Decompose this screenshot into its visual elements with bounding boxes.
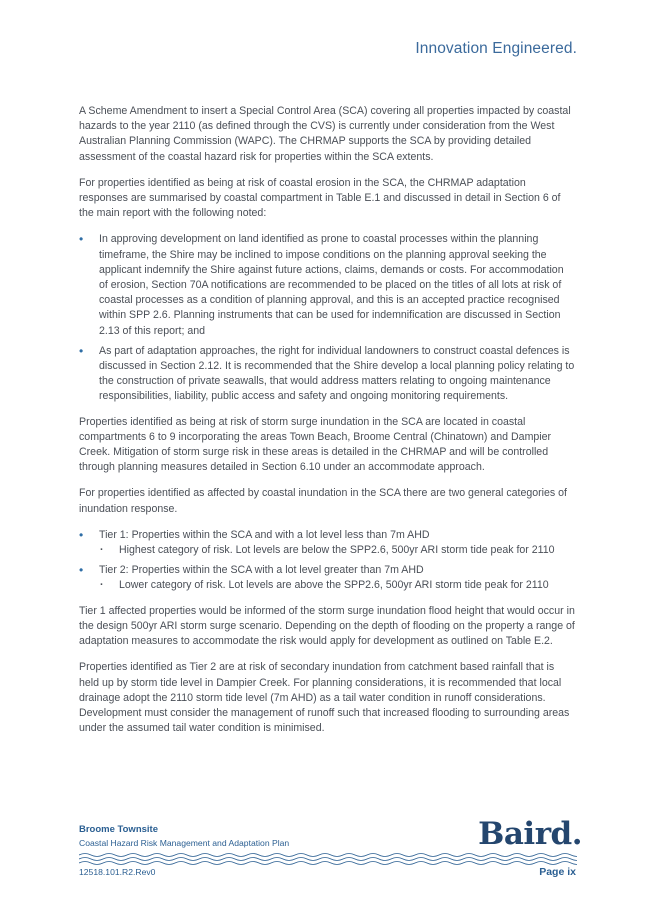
- list-item: • In approving development on land identified as prone to coastal processes within the planning timeframe, the Shire may be inclined to impose conditions on the planning approval seeking the applicant indemnify the Shire against future actions, claims, demands or costs. For accommodation of erosion, Section 70A notifications are recommended to be placed on the titles of all lots at risk of coastal processes as a condition of planning approval, and this is an accepted practice recognised within SPP 2.6. Planning instruments that can be used for indemnification are discussed in Section 2.13 of this report; and: [79, 232, 575, 338]
- paragraph-inundation-categories: For properties identified as affected by coastal inundation in the SCA there are two general categories of inundation response.: [79, 487, 567, 515]
- paragraph-tier2-drainage: Properties identified as Tier 2 are at risk of secondary inundation from catchment based rainfall that is held up by storm tide level in Dampier Creek. For planning considerations, it is recommended that local drainage adopt the 2110 storm tide level (7m AHD) as a tail water condition in runoff considerations. Development must consider the management of runoff such that increased flooding to surrounding areas under the assumed tail water condition is minimised.: [79, 661, 570, 735]
- paragraph-sca-amendment: A Scheme Amendment to insert a Special Control Area (SCA) covering all properties impacted by coastal hazards to the year 2110 (as defined through the CVS) is currently under consideration from the West Australian Planning Commission (WAPC). The CHRMAP supports the SCA by providing detailed assessment of the coastal hazard risk for properties within the SCA extents.: [79, 105, 571, 163]
- paragraph-storm-surge: Properties identified as being at risk of storm surge inundation in the SCA are located in coastal compartments 6 to 9 incorporating the areas Town Beach, Broome Central (Chinatown) and Dampier Creek. Mitigation of storm surge risk in these areas is detailed in the CHRMAP and will be controlled through planning measures detailed in Section 6.10 under an accommodate approach.: [79, 415, 552, 474]
- tier-label: Tier 1: Properties within the SCA and with a lot level less than 7m AHD: [99, 528, 430, 541]
- baird-logo: Baird.: [478, 816, 582, 852]
- paragraph-tier1-measures: Tier 1 affected properties would be informed of the storm surge inundation flood height that would occur in the design 500yr ARI storm surge scenario. Depending on the depth of flooding on the property a range of adaptation measures to accommodate the risk would apply for development as outlined on Table E.2.: [79, 604, 575, 648]
- tier-detail-list: [99, 578, 575, 593]
- tier-item-2: [79, 563, 575, 593]
- header-tagline: Innovation Engineered.: [415, 40, 577, 57]
- main-content: [79, 104, 575, 747]
- tier-detail-list: [99, 543, 575, 558]
- document-reference: 12518.101.R2.Rev0: [79, 867, 156, 877]
- wave-divider-icon: [79, 851, 577, 867]
- erosion-notes-list: [79, 232, 575, 404]
- tier-detail: · Highest category of risk. Lot levels are below the SPP2.6, 500yr ARI storm tide peak for 2110: [99, 543, 575, 558]
- tier-list: [79, 528, 575, 594]
- paragraph-erosion-intro: For properties identified as being at risk of coastal erosion in the SCA, the CHRMAP adaptation responses are summarised by coastal compartment in Table E.1 and discussed in detail in Section 6 of the main report with the following noted:: [79, 176, 561, 220]
- list-item: • As part of adaptation approaches, the right for individual landowners to construct coastal defences is discussed in Section 2.12. It is recommended that the Shire develop a local planning policy relating to the construction of private seawalls, that would address matters relating to ongoing maintenance responsibilities, liability, public access and safety and ongoing monitoring requirements.: [79, 344, 575, 405]
- page-number: Page ix: [539, 866, 576, 878]
- tier-detail: · Lower category of risk. Lot levels are above the SPP2.6, 500yr ARI storm tide peak for 2110: [99, 578, 575, 593]
- footer-subtitle: Coastal Hazard Risk Management and Adaptation Plan: [79, 838, 290, 848]
- footer-title: Broome Townsite: [79, 824, 158, 835]
- tier-label: Tier 2: Properties within the SCA with a lot level greater than 7m AHD: [99, 564, 424, 577]
- tier-item-1: [79, 528, 575, 558]
